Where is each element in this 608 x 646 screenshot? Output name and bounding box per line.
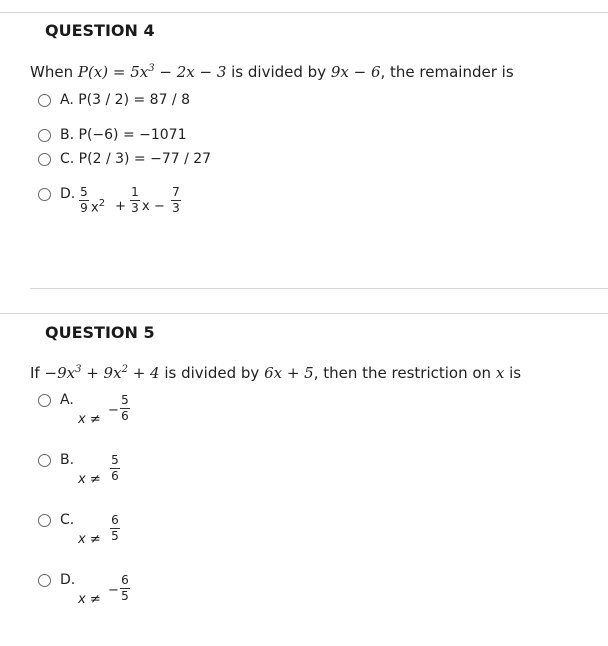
term-x-squared: $x^2$ (91, 198, 106, 216)
stem-text: When (30, 63, 74, 81)
fraction: 5 9 (80, 185, 88, 215)
not-equal-expression: x ≠ (78, 532, 101, 547)
stem-text: is divided by (226, 63, 331, 81)
radio-button[interactable] (38, 574, 51, 587)
radio-button[interactable] (38, 188, 51, 201)
minus-sign: − (154, 199, 165, 214)
not-equal-expression: x ≠ (78, 592, 101, 607)
stem-variable: x (495, 364, 505, 382)
stem-text: , then the restriction on (313, 364, 496, 382)
option-a-text: A. P(3 / 2) = 87 / 8 (60, 92, 190, 108)
option-a-label: A. (60, 392, 74, 408)
stem-text: is divided by (159, 364, 265, 382)
question-4-title: QUESTION 4 (45, 21, 155, 40)
radio-button[interactable] (38, 514, 51, 527)
option-a[interactable] (38, 392, 198, 432)
negative-sign: − (108, 583, 119, 598)
option-c[interactable] (38, 512, 198, 552)
option-c-text: C. P(2 / 3) = −77 / 27 (60, 151, 212, 167)
fraction: 5 6 (111, 453, 119, 483)
stem-polynomial: $-9x^3 + 9x^2 + 4$ (44, 364, 160, 382)
option-d[interactable] (38, 572, 198, 612)
option-d[interactable] (38, 186, 238, 226)
section-divider (0, 313, 608, 314)
option-b-label: B. (60, 452, 75, 468)
radio-button[interactable] (38, 454, 51, 467)
stem-polynomial: $P(x) = 5x^3 - 2x - 3$ (77, 63, 227, 81)
radio-button[interactable] (38, 153, 51, 166)
question-5-stem (30, 364, 521, 382)
fraction: 6 5 (121, 573, 129, 603)
term-x: x (142, 199, 150, 214)
fraction: 5 6 (121, 393, 129, 423)
stem-text: , the remainder is (380, 63, 514, 81)
option-d-label: D. (60, 186, 76, 202)
not-equal-expression: x ≠ (78, 472, 101, 487)
option-c-label: C. (60, 512, 75, 528)
option-b-text: B. P(−6) = −1071 (60, 127, 187, 143)
radio-button[interactable] (38, 94, 51, 107)
stem-text: If (30, 364, 40, 382)
option-d-label: D. (60, 572, 76, 588)
not-equal-expression: x ≠ (78, 412, 101, 427)
fraction: 6 5 (111, 513, 119, 543)
fraction: 7 3 (172, 185, 180, 215)
fraction: 1 3 (131, 185, 139, 215)
negative-sign: − (108, 403, 119, 418)
top-divider (0, 12, 608, 13)
stem-divisor: 6x + 5 (264, 364, 314, 382)
plus-sign: + (115, 199, 126, 214)
question-5-title: QUESTION 5 (45, 323, 155, 342)
stem-text: is (504, 364, 522, 382)
radio-button[interactable] (38, 129, 51, 142)
option-b[interactable] (38, 452, 198, 492)
inner-divider (30, 288, 608, 289)
stem-divisor: 9x − 6 (330, 63, 381, 81)
radio-button[interactable] (38, 394, 51, 407)
question-4-stem (30, 63, 514, 81)
